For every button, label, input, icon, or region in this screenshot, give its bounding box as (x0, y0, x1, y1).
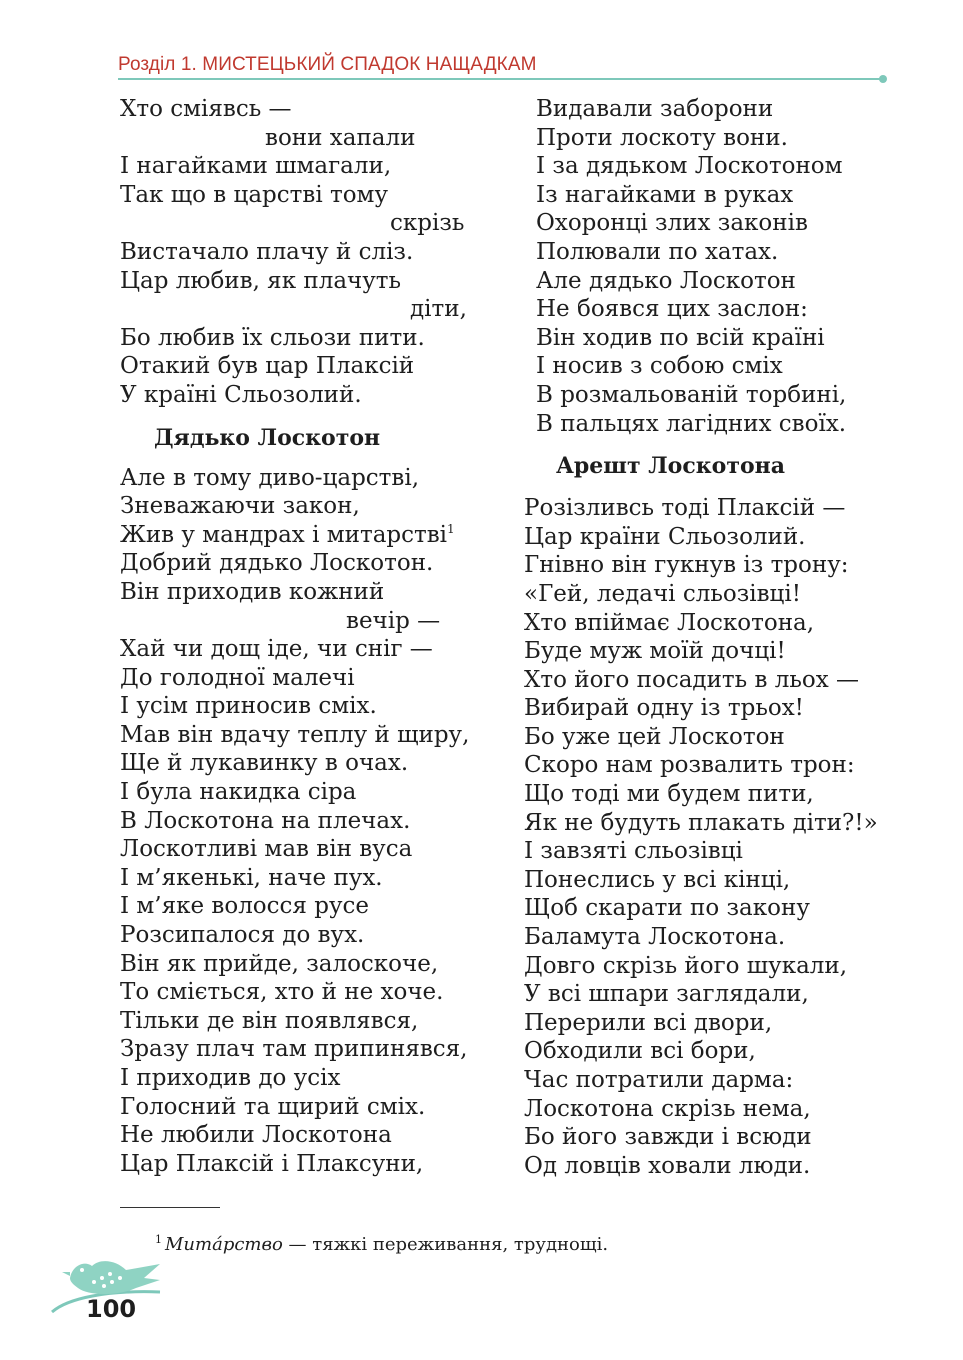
poem-line (120, 950, 490, 979)
poem-line (120, 549, 490, 578)
poem-line-text: У країні Сльозолий. (120, 381, 362, 408)
poem-line (524, 751, 904, 780)
poem-line (120, 892, 490, 921)
poem-line-text: Проти лоскоту вони. (536, 124, 788, 151)
poem-line (524, 980, 904, 1009)
poem-line-text: Понеслись у всі кінці, (524, 866, 791, 893)
heading-dyadko-loskoton: Дядько Лоскотон (154, 424, 381, 451)
poem-stanza-right-top (524, 95, 904, 438)
poem-line (524, 809, 904, 838)
poem-line (524, 837, 904, 866)
poem-line (120, 181, 490, 210)
poem-line (524, 1152, 904, 1181)
poem-line-text: скрізь (390, 210, 465, 237)
poem-line-text: Голосний та щирий сміх. (120, 1093, 426, 1120)
footnote-rule (120, 1207, 220, 1208)
poem-line-text: Мав він вдачу теплу й щиру, (120, 721, 470, 748)
poem-line-text: І носив з собою сміх (536, 353, 783, 380)
heading-aresht-loskotona: Арешт Лоскотона (556, 453, 785, 480)
poem-line-text: І приходив до усіх (120, 1065, 341, 1091)
footnote-term: Митáрство (165, 1234, 283, 1255)
poem-line (120, 521, 490, 550)
poem-line-text: Ще й лукавинку в очах. (120, 750, 409, 777)
footnote-number: 1 (155, 1233, 162, 1246)
poem-line-text: Бо його завжди і всюди (524, 1124, 812, 1151)
poem-line (524, 494, 904, 523)
poem-line (120, 124, 490, 153)
poem-line (524, 152, 904, 181)
footnote (155, 1233, 608, 1255)
poem-line (524, 1095, 904, 1124)
poem-line-text: Він як прийде, залоскоче, (120, 950, 439, 977)
poem-line (120, 324, 490, 353)
poem-line-text: Як не будуть плакать діти?!» (524, 809, 878, 836)
poem-line (524, 410, 904, 439)
poem-line (524, 894, 904, 923)
poem-line (524, 723, 904, 752)
poem-line (524, 580, 904, 609)
poem-line (120, 1007, 490, 1036)
poem-line-text: Охоронці злих законів (536, 210, 808, 237)
poem-line (120, 921, 490, 950)
poem-line-text: Тільки де він появлявся, (120, 1007, 419, 1034)
poem-line-text: Не любили Лоскотона (120, 1122, 392, 1149)
poem-line (524, 1009, 904, 1038)
poem-line (120, 635, 490, 664)
poem-line (120, 607, 490, 636)
poem-line-text: Але дядько Лоскотон (536, 267, 796, 294)
poem-line-text: І нагайками шмагали, (120, 153, 392, 180)
poem-line (120, 1093, 490, 1122)
poem-line (120, 209, 490, 238)
poem-line (524, 352, 904, 381)
poem-line (524, 209, 904, 238)
poem-line-text: Цар країни Сльозолий. (524, 523, 806, 550)
poem-line-text: Розсипалося до вух. (120, 922, 365, 949)
poem-line-text: Він ходив по всій країні (536, 324, 825, 351)
poem-line-text: Хай чи дощ іде, чи сніг — (120, 636, 433, 663)
section-header: Розділ 1. МИСТЕЦЬКИЙ СПАДОК НАЩАДКАМ (118, 54, 537, 75)
header-rule (118, 78, 882, 80)
poem-line (120, 721, 490, 750)
poem-line-text: Так що в царстві тому (120, 181, 388, 208)
poem-line-text: Але в тому диво-царстві, (120, 464, 420, 491)
poem-line (120, 267, 490, 296)
poem-line (524, 95, 904, 124)
poem-line-text: діти, (410, 296, 467, 323)
poem-line-text: Перерили всі двори, (524, 1009, 773, 1036)
poem-line-text: І за дядьком Лоскотоном (536, 153, 843, 180)
poem-line-text: Жив у мандрах і митарстві (120, 521, 448, 548)
poem-line-text: «Гей, ледачі сльозівці! (524, 580, 801, 607)
poem-line-text: Лоскотливі мав він вуса (120, 836, 413, 863)
poem-line-text: Із нагайками в руках (536, 181, 794, 208)
poem-line-text: В розмальованій торбині, (536, 381, 847, 408)
poem-line-text: Добрий дядько Лоскотон. (120, 550, 434, 577)
poem-stanza-left-bottom (120, 464, 490, 1179)
poem-line-text: Довго скрізь його шукали, (524, 952, 848, 979)
right-column (524, 95, 904, 1180)
poem-line (120, 152, 490, 181)
poem-line (120, 1064, 490, 1093)
poem-line (524, 1066, 904, 1095)
poem-line (120, 238, 490, 267)
poem-line-text: Час потратили дарма: (524, 1067, 794, 1093)
poem-stanza-left-top (120, 95, 490, 410)
poem-line-text: Од ловців ховали люди. (524, 1152, 811, 1179)
header-rule-dot (879, 75, 887, 83)
poem-line-text: Цар Плаксій і Плаксуни, (120, 1150, 424, 1177)
poem-stanza-right-bottom (524, 494, 904, 1180)
poem-line-text: Обходили всі бори, (524, 1038, 756, 1065)
poem-line-text: Хто впіймає Лоскотона, (524, 609, 815, 636)
poem-line-text: Лоскотона скрізь нема, (524, 1095, 811, 1122)
poem-line (120, 352, 490, 381)
poem-line (524, 324, 904, 353)
poem-line (120, 1035, 490, 1064)
poem-line (120, 381, 490, 410)
poem-line-text: І м’яке волосся русе (120, 893, 369, 920)
poem-line-text: І усім приносив сміх. (120, 693, 377, 720)
poem-line (524, 866, 904, 895)
poem-line (120, 578, 490, 607)
poem-line-text: В пальцях лагідних своїх. (536, 410, 847, 437)
poem-line-text: Що тоді ми будем пити, (524, 781, 814, 808)
poem-line-text: Розізливсь тоді Плаксій — (524, 495, 846, 522)
poem-line (524, 181, 904, 210)
poem-line-text: Вибирай одну із трьох! (524, 695, 804, 722)
poem-line (524, 267, 904, 296)
poem-line (120, 1121, 490, 1150)
poem-line-text: Він приходив кожний (120, 578, 385, 605)
poem-line-text: Полювали по хатах. (536, 238, 779, 265)
poem-line (524, 1123, 904, 1152)
poem-line (524, 923, 904, 952)
poem-line (120, 295, 490, 324)
poem-line-text: Хто сміявсь — (120, 96, 292, 122)
footnote-marker: 1 (447, 521, 455, 536)
poem-line-text: вечір — (346, 607, 441, 634)
poem-line (120, 835, 490, 864)
poem-line-text: Цар любив, як плачуть (120, 267, 402, 294)
poem-line-text: Хто його посадить в льох — (524, 666, 859, 693)
poem-line (524, 295, 904, 324)
poem-line-text: Зневажаючи закон, (120, 493, 360, 520)
poem-line-text: Бо уже цей Лоскотон (524, 723, 785, 750)
poem-line (120, 664, 490, 693)
poem-line-text: Отакий був цар Плаксій (120, 353, 415, 380)
poem-line (120, 978, 490, 1007)
poem-line (120, 1150, 490, 1179)
poem-line (120, 464, 490, 493)
poem-line-text: І завзяті сльозівці (524, 838, 743, 865)
poem-line-text: Вистачало плачу й сліз. (120, 238, 414, 265)
poem-line-text: Не боявся цих заслон: (536, 296, 808, 323)
poem-line (120, 749, 490, 778)
poem-line-text: І була накидка сіра (120, 779, 357, 806)
poem-line (524, 609, 904, 638)
poem-line-text: Скоро нам розвалить трон: (524, 752, 855, 779)
poem-line (524, 1037, 904, 1066)
poem-line (120, 492, 490, 521)
poem-line (524, 523, 904, 552)
poem-line (524, 381, 904, 410)
poem-line (120, 778, 490, 807)
poem-line (120, 95, 490, 124)
poem-line (524, 551, 904, 580)
poem-line-text: Видавали заборони (536, 96, 774, 122)
poem-line-text: До голодної малечі (120, 664, 355, 691)
poem-line-text: вони хапали (265, 124, 416, 151)
poem-line (524, 238, 904, 267)
poem-line-text: Баламута Лоскотона. (524, 924, 786, 951)
poem-line (524, 124, 904, 153)
poem-line-text: У всі шпари заглядали, (524, 981, 809, 1008)
poem-line (524, 694, 904, 723)
poem-line (524, 666, 904, 695)
poem-line-text: Бо любив їх сльози пити. (120, 324, 425, 351)
page-number: 100 (86, 1295, 137, 1323)
poem-line-text: В Лоскотона на плечах. (120, 807, 411, 834)
poem-line (524, 637, 904, 666)
poem-line-text: Гнівно він гукнув із трону: (524, 552, 849, 579)
poem-line-text: І м’якенькі, наче пух. (120, 864, 383, 891)
poem-line (524, 952, 904, 981)
footnote-definition: — тяжкі переживання, труднощі. (282, 1234, 609, 1255)
poem-line-text: Щоб скарати по закону (524, 895, 810, 922)
poem-line (524, 780, 904, 809)
poem-line-text: То сміється, хто й не хоче. (120, 979, 444, 1006)
poem-line (120, 692, 490, 721)
poem-line (120, 807, 490, 836)
left-column (120, 95, 490, 1178)
poem-line-text: Буде муж моїй дочці! (524, 638, 786, 665)
poem-line-text: Зразу плач там припинявся, (120, 1036, 468, 1063)
poem-line (120, 864, 490, 893)
